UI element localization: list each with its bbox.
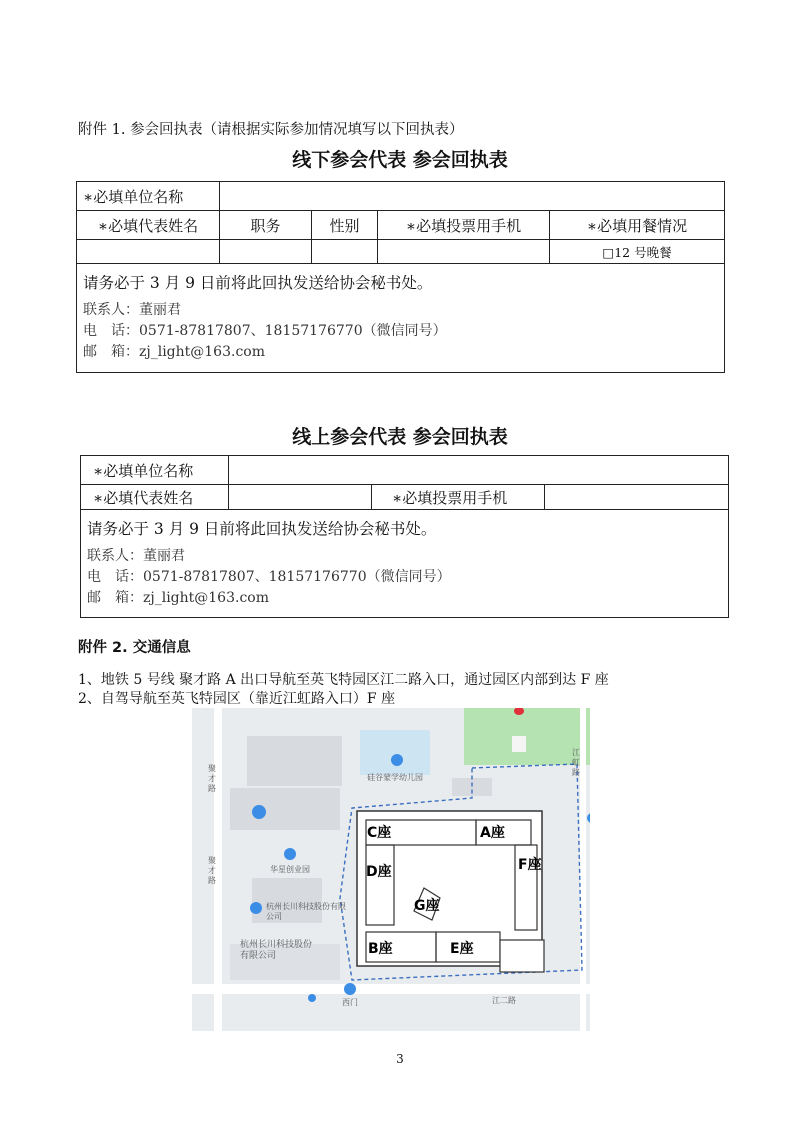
transport-line-2: 2、自驾导航至英飞特园区（靠近江虹路入口）F 座 [78, 691, 396, 707]
road-jianger-label: 江二路 [492, 996, 516, 1005]
online-form-title: 线上参会代表 参会回执表 [292, 426, 508, 448]
block-f-label: F座 [518, 857, 542, 873]
online-unit-label: ∗必填单位名称 [81, 456, 229, 485]
transport-line-1: 1、地铁 5 号线 聚才路 A 出口导航至英飞特园区江二路入口，通过园区内部到达 F 座 [78, 672, 609, 688]
name-input-cell[interactable] [77, 240, 220, 264]
attachment1-heading: 附件 1. 参会回执表（请根据实际参加情况填写以下回执表） [78, 122, 464, 138]
offline-email: 邮 箱：zj_light@163.com [83, 344, 265, 360]
offline-note-cell [77, 264, 725, 373]
huaxing-label: 华星创业园 [270, 865, 310, 874]
header-gender: 性别 [312, 211, 378, 240]
header-phone: ∗必填投票用手机 [378, 211, 550, 240]
offline-note: 请务必于 3 月 9 日前将此回执发送给协会秘书处。 [83, 274, 433, 292]
online-name-label: ∗必填代表姓名 [81, 485, 229, 510]
block-c-label: C座 [367, 825, 392, 841]
west-gate-label: 西门 [342, 998, 358, 1007]
road-jucai-label-1: 聚才路 [208, 764, 216, 793]
block-b-label: B座 [368, 941, 393, 957]
meal-checkbox[interactable]: □12 号晚餐 [550, 240, 725, 264]
online-contact: 联系人：董丽君 [87, 548, 185, 564]
page-number: 3 [396, 1052, 404, 1066]
block-e-label: E座 [450, 941, 474, 957]
offline-phone: 电 话：0571-87817807、18157176770（微信同号） [83, 323, 447, 339]
campus-map [192, 708, 590, 1031]
online-note: 请务必于 3 月 9 日前将此回执发送给协会秘书处。 [87, 520, 437, 538]
block-g-label: G座 [414, 898, 440, 914]
header-name: ∗必填代表姓名 [77, 211, 220, 240]
online-form-table [80, 455, 729, 618]
gender-input-cell[interactable] [312, 240, 378, 264]
kindergarten-label: 硅谷蒙学幼儿园 [367, 773, 423, 782]
online-unit-input-cell[interactable] [229, 456, 729, 485]
changchuan-label-1: 杭州长川科技股份有限公司 [266, 902, 346, 921]
block-d-label: D座 [366, 864, 392, 880]
changchuan-label-2: 杭州长川科技股份有限公司 [240, 940, 313, 961]
online-phone-label: ∗必填投票用手机 [372, 485, 545, 510]
online-email: 邮 箱：zj_light@163.com [87, 590, 269, 606]
offline-contact: 联系人：董丽君 [83, 302, 181, 318]
online-phone-input-cell[interactable] [545, 485, 729, 510]
offline-form-title: 线下参会代表 参会回执表 [292, 149, 508, 171]
online-name-input-cell[interactable] [229, 485, 372, 510]
phone-input-cell[interactable] [378, 240, 550, 264]
unit-label: ∗必填单位名称 [77, 182, 220, 211]
header-meal: ∗必填用餐情况 [550, 211, 725, 240]
online-note-cell [81, 510, 729, 618]
block-a-label: A座 [480, 825, 505, 841]
road-jucai-label-2: 聚才路 [208, 856, 216, 885]
unit-input-cell[interactable] [220, 182, 725, 211]
attachment2-heading: 附件 2. 交通信息 [78, 640, 191, 656]
position-input-cell[interactable] [220, 240, 312, 264]
header-position: 职务 [220, 211, 312, 240]
offline-form-table [76, 181, 725, 373]
online-phone: 电 话：0571-87817807、18157176770（微信同号） [87, 569, 451, 585]
road-jianghong-label: 江虹路 [572, 748, 580, 777]
